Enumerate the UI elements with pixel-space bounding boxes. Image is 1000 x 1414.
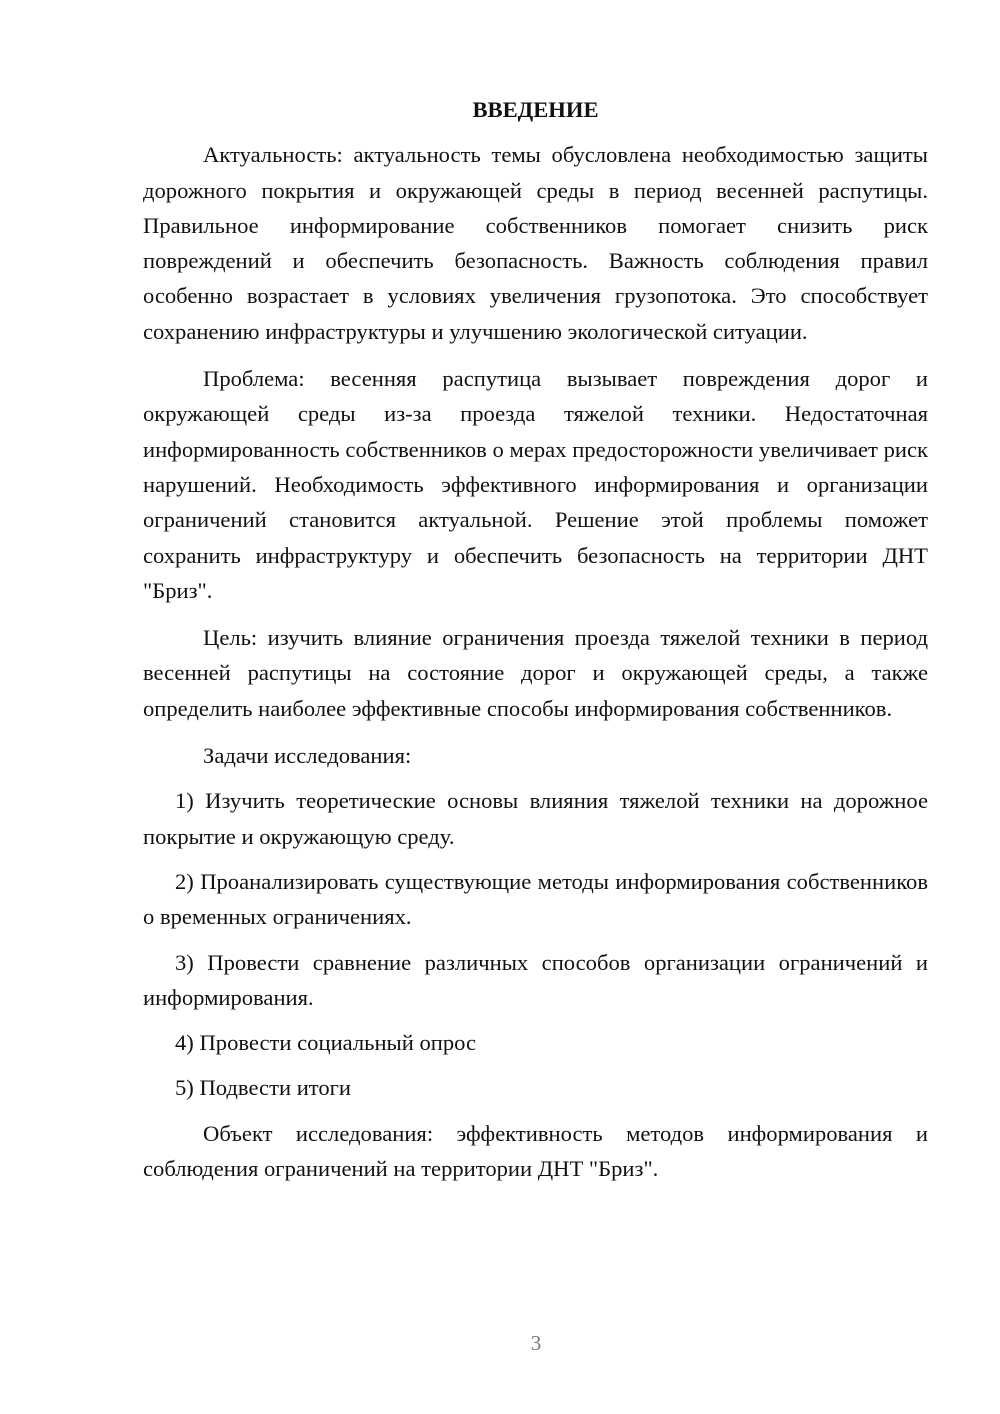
task-item-3: 3) Провести сравнение различных способов организации ограничений и информирования.: [143, 949, 928, 1010]
page-number: 3: [530, 1331, 542, 1355]
task-item-1: 1) Изучить теоретические основы влияния тяжелой техники на дорожное покрытие и окружающую среду.: [143, 788, 928, 849]
document-page: [143, 92, 928, 1186]
task-item-4: 4) Провести социальный опрос: [175, 1030, 477, 1056]
task-item-5: 5) Подвести итоги: [175, 1075, 352, 1101]
paragraph-goal: Цель: изучить влияние ограничения проезда тяжелой техники в период весенней распутицы на состояние дорог и окружающей среды, а также определить наиболее эффективные способы информирования собственников.: [143, 625, 928, 721]
paragraph-problem: Проблема: весенняя распутица вызывает повреждения дорог и окружающей среды из-за проезда тяжелой техники. Недостаточная информированность собственников о мерах предосторожности увеличивает риск нарушений. Необходимость эффективного информирования и организации ограничений становится актуальной. Решение этой проблемы поможет сохранить инфраструктуру и обеспечить безопасность на территории ДНТ "Бриз".: [143, 366, 928, 603]
page-title: ВВЕДЕНИЕ: [472, 97, 599, 122]
paragraph-object: Объект исследования: эффективность методов информирования и соблюдения ограничений на территории ДНТ "Бриз".: [143, 1120, 928, 1182]
paragraph-relevance: Актуальность: актуальность темы обусловлена необходимостью защиты дорожного покрытия и окружающей среды в период весенней распутицы. Правильное информирование собственников помогает снизить риск повреждений и обеспечить безопасность. Важность соблюдения правил особенно возрастает в условиях увеличения грузопотока. Это способствует сохранению инфраструктуры и улучшению экологической ситуации.: [143, 142, 928, 344]
tasks-heading: Задачи исследования:: [203, 743, 412, 769]
task-item-2: 2) Проанализировать существующие методы информирования собственников о временных ограничениях.: [143, 868, 928, 930]
